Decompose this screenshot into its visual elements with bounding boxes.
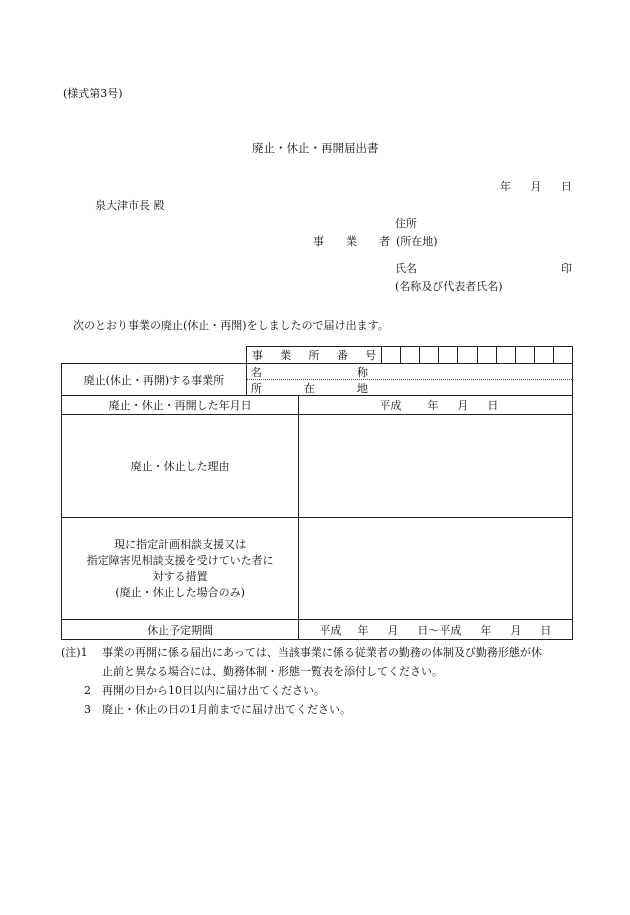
period-row	[62, 620, 573, 640]
note-3-num: 3	[84, 703, 91, 716]
period-value-field[interactable]: 平成 年 月 日〜平成 年 月 日	[299, 620, 573, 640]
reason-label: 廃止・休止した理由	[62, 415, 299, 518]
office-number-digit-6[interactable]	[477, 347, 496, 364]
office-row-label: 廃止(休止・再開)する事業所	[62, 364, 247, 396]
office-number-digit-4[interactable]	[439, 347, 458, 364]
office-number-digit-9[interactable]	[534, 347, 553, 364]
form-number: (様式第3号)	[63, 87, 123, 100]
office-number-row	[62, 347, 573, 364]
note-1-num: (注)1	[61, 646, 88, 659]
office-number-label: 事 業 所 番 号	[246, 347, 381, 364]
office-number-digit-7[interactable]	[496, 347, 515, 364]
date-day: 日	[561, 180, 572, 193]
note-1-text-cont: 止前と異なる場合には、勤務体制・形態一覧表を添付してください。	[102, 665, 443, 678]
note-2-text: 再開の日から10日以内に届け出てください。	[102, 684, 325, 697]
office-location-field[interactable]: 所 在 地	[250, 381, 368, 395]
note-2-num: 2	[84, 684, 91, 697]
page-title: 廃止・休止・再開届出書	[252, 141, 379, 155]
office-number-digit-5[interactable]	[458, 347, 477, 364]
address-label: 住所	[395, 217, 417, 230]
office-number-digit-3[interactable]	[420, 347, 439, 364]
measures-row	[62, 518, 573, 620]
notification-table	[61, 346, 573, 640]
office-number-digit-10[interactable]	[553, 347, 572, 364]
reason-row	[62, 415, 573, 518]
name-label: 氏名	[395, 262, 417, 275]
date-value-field[interactable]: 平成 年 月 日	[299, 396, 573, 415]
note-3-text: 廃止・休止の日の1月前までに届け出てください。	[102, 703, 351, 716]
date-label: 廃止・休止・再開した年月日	[62, 396, 299, 415]
reason-field[interactable]	[299, 415, 573, 518]
note-1-text: 事業の再開に係る届出にあっては、当該事業に係る従業者の勤務の体制及び勤務形態が休	[102, 646, 542, 659]
name-paren: (名称及び代表者氏名)	[395, 280, 503, 293]
applicant-role: 事 業 者	[313, 235, 390, 248]
office-number-digit-1[interactable]	[382, 347, 401, 364]
measures-field[interactable]	[299, 518, 573, 620]
address-paren: (所在地)	[396, 235, 438, 248]
office-number-digit-2[interactable]	[401, 347, 420, 364]
period-label: 休止予定期間	[62, 620, 299, 640]
office-row	[62, 364, 573, 396]
date-row	[62, 396, 573, 415]
date-line	[500, 180, 572, 193]
addressee: 泉大津市長 殿	[95, 199, 165, 212]
seal-mark: 印	[561, 262, 572, 275]
measures-label: 現に指定計画相談支援又は 指定障害児相談支援を受けていた者に 対する措置 (廃止・休止した場合のみ)	[62, 518, 299, 620]
intro-text: 次のとおり事業の廃止(休止・再開)をしましたので届け出ます。	[73, 319, 389, 332]
office-name-field[interactable]: 名 称	[247, 364, 572, 380]
office-number-digit-8[interactable]	[515, 347, 534, 364]
date-month: 月	[530, 180, 542, 193]
date-year: 年	[500, 180, 511, 193]
